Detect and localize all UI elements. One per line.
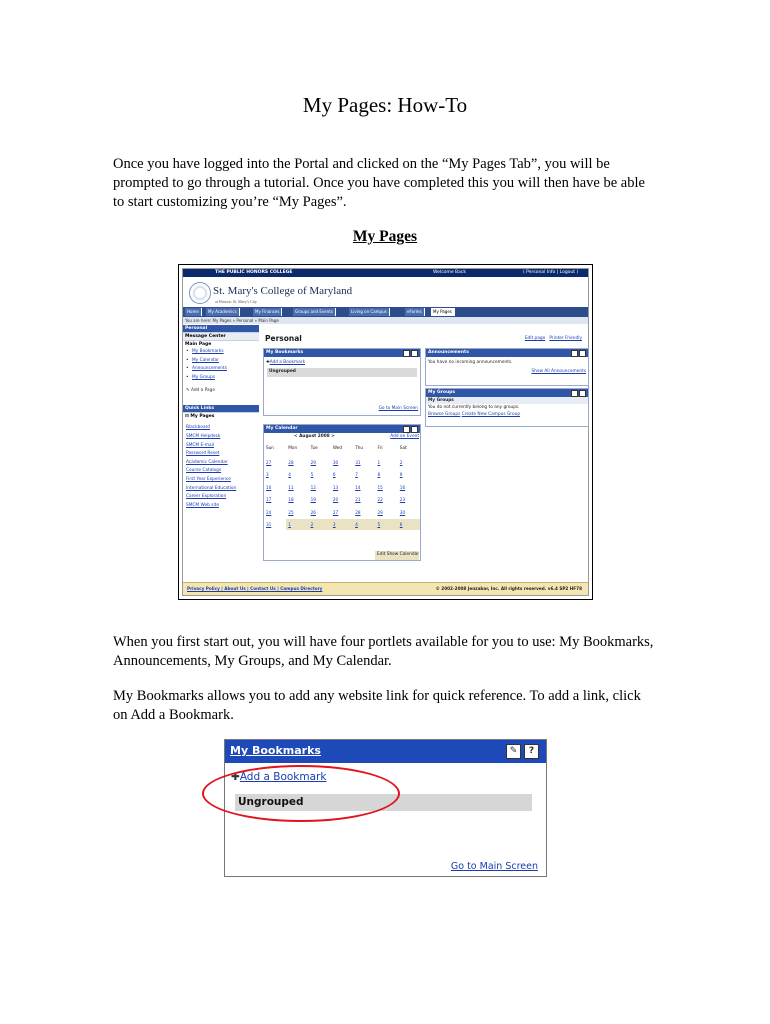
help-icon[interactable] bbox=[579, 350, 586, 357]
calendar-day[interactable]: 28 bbox=[288, 459, 294, 465]
add-bookmark-link[interactable] bbox=[264, 359, 420, 368]
tab-my-academics[interactable]: My Academics bbox=[206, 308, 240, 316]
calendar-day[interactable]: 6 bbox=[398, 519, 421, 530]
create-group-link[interactable]: Create New Campus Group bbox=[461, 412, 521, 417]
printer-friendly-link[interactable]: Printer Friendly bbox=[549, 336, 582, 341]
help-icon[interactable]: ? bbox=[524, 744, 539, 759]
edit-icon[interactable] bbox=[571, 350, 578, 357]
footer-links[interactable]: Privacy Policy | About Us | Contact Us | Campus Directory bbox=[187, 586, 323, 591]
intro-paragraph: Once you have logged into the Portal and clicked on the “My Pages Tab”, you will be prompted to go through a tutorial. Once you have completed this you will then have be able to start customizing you’re “My Pages”. bbox=[113, 156, 645, 210]
calendar-day[interactable]: 2 bbox=[399, 459, 403, 465]
expand-icon: ⊟ bbox=[185, 414, 191, 420]
calendar-day[interactable]: 12 bbox=[310, 484, 316, 490]
add-page-icon: ✎ bbox=[186, 388, 191, 394]
calendar-day-header: Tue bbox=[310, 445, 318, 450]
calendar-day[interactable]: 20 bbox=[332, 497, 339, 502]
tab-my-pages[interactable]: My Pages bbox=[431, 308, 455, 316]
tab-living-on-campus[interactable]: Living on Campus bbox=[349, 308, 390, 316]
sidebar-item-label: Announcements bbox=[192, 366, 227, 372]
show-all-announcements-link[interactable]: Show All Announcements bbox=[531, 368, 586, 374]
groups-message: You do not currently belong to any groups. bbox=[428, 405, 520, 410]
calendar-day[interactable]: 29 bbox=[310, 459, 316, 465]
sidebar-item-label: My Calendar bbox=[192, 357, 219, 363]
portal-window bbox=[182, 268, 589, 596]
portal-screenshot bbox=[178, 264, 593, 600]
sidebar-item-my-bookmarks[interactable] bbox=[183, 348, 259, 357]
calendar-day[interactable]: 9 bbox=[399, 472, 403, 477]
sidebar-add-page[interactable] bbox=[183, 386, 259, 395]
portlet-my-calendar bbox=[263, 424, 421, 561]
calendar-day-header: Sat bbox=[399, 445, 407, 450]
calendar-day[interactable]: 10 bbox=[266, 484, 272, 490]
portlet-title: My Groups bbox=[428, 390, 456, 395]
groups-actions bbox=[426, 411, 588, 418]
announcements-message: You have no incoming announcements. bbox=[428, 360, 513, 365]
calendar-day[interactable]: 3 bbox=[266, 472, 269, 477]
tab-home[interactable]: Home bbox=[185, 308, 202, 316]
add-bookmark-label: Add a Bookmark bbox=[239, 771, 327, 783]
calendar-day[interactable]: 16 bbox=[399, 484, 406, 490]
calendar-day-header: Wed bbox=[332, 445, 343, 450]
calendar-day[interactable]: 4 bbox=[353, 519, 376, 530]
college-seal-icon bbox=[189, 282, 211, 304]
calendar-day[interactable]: 1 bbox=[377, 459, 381, 465]
sidebar-personal-header: Personal bbox=[183, 325, 259, 332]
calendar-day[interactable]: 27 bbox=[332, 509, 339, 515]
calendar-day[interactable]: 30 bbox=[399, 509, 406, 515]
tab-my-finances[interactable]: My Finances bbox=[253, 308, 282, 316]
calendar-day[interactable]: 26 bbox=[310, 509, 316, 515]
calendar-day[interactable]: 14 bbox=[355, 484, 361, 490]
calendar-day[interactable]: 17 bbox=[266, 497, 272, 502]
calendar-day[interactable]: 3 bbox=[331, 519, 354, 530]
calendar-day-header: Mon bbox=[288, 445, 298, 450]
edit-icon[interactable] bbox=[403, 426, 410, 433]
calendar-day-header: Sun bbox=[266, 445, 274, 450]
calendar-day[interactable]: 8 bbox=[377, 472, 381, 477]
help-icon[interactable] bbox=[411, 350, 418, 357]
groups-subheader: My Groups bbox=[426, 397, 588, 404]
calendar-day[interactable]: 4 bbox=[288, 472, 291, 477]
portlet-title: My Calendar bbox=[266, 426, 298, 431]
sidebar-item-label: My Bookmarks bbox=[192, 349, 224, 354]
calendar-day[interactable]: 5 bbox=[310, 472, 314, 477]
sidebar-item-my-calendar[interactable] bbox=[183, 357, 259, 366]
calendar-day[interactable]: 11 bbox=[288, 484, 294, 490]
highlight-ring bbox=[202, 765, 400, 822]
portlet-title: My Bookmarks bbox=[266, 350, 304, 355]
portlet-header bbox=[426, 349, 588, 357]
college-name: St. Mary's College of Maryland bbox=[213, 285, 353, 297]
calendar-day[interactable]: 24 bbox=[266, 509, 272, 515]
calendar-day-header: Fri bbox=[377, 445, 383, 450]
quick-link-first-year[interactable]: First Year Experience bbox=[186, 476, 231, 482]
calendar-day[interactable]: 23 bbox=[399, 497, 406, 502]
calendar-day[interactable]: 31 bbox=[266, 522, 272, 527]
college-logo-area bbox=[183, 277, 588, 307]
portlet-my-groups bbox=[425, 388, 589, 427]
quick-link-blackboard[interactable]: Blackboard bbox=[186, 425, 211, 431]
ungrouped-label: Ungrouped bbox=[235, 794, 532, 811]
tab-groups-and-events[interactable]: Groups and Events bbox=[293, 308, 336, 316]
portal-topbar bbox=[183, 269, 588, 277]
sidebar-my-pages-label: My Pages bbox=[190, 414, 215, 420]
sidebar-main-page[interactable]: Main Page bbox=[183, 340, 259, 348]
topbar-welcome: Welcome Back bbox=[433, 270, 466, 275]
bookmarks-paragraph: My Bookmarks allows you to add any website link for quick reference. To add a link, click on Add a Bookmark. bbox=[113, 688, 641, 723]
quick-link-website[interactable]: SMCM Web site bbox=[186, 502, 220, 508]
bookmarks-title: My Bookmarks bbox=[230, 744, 321, 757]
page-title: Personal bbox=[265, 334, 302, 343]
portal-nav-tabs bbox=[183, 307, 588, 317]
portlets-paragraph: When you first start out, you will have four portlets available for you to use: My Bookmarks, Announcements, My Groups, and My Calendar. bbox=[113, 634, 654, 669]
calendar-day[interactable]: 28 bbox=[355, 509, 361, 515]
calendar-day[interactable]: 7 bbox=[355, 472, 358, 477]
calendar-day[interactable]: 25 bbox=[288, 509, 294, 515]
add-bookmark-label: Add a Bookmark bbox=[269, 360, 306, 365]
tab-eforms[interactable]: eForms bbox=[405, 308, 425, 316]
help-icon[interactable] bbox=[579, 390, 586, 397]
calendar-day[interactable]: 31 bbox=[355, 459, 361, 465]
bookmarks-header bbox=[225, 740, 546, 763]
ungrouped-label: Ungrouped bbox=[267, 368, 417, 377]
portlet-header bbox=[264, 425, 420, 433]
sidebar-my-pages[interactable] bbox=[183, 412, 259, 420]
help-icon[interactable] bbox=[411, 426, 418, 433]
quick-link-academic-calendar[interactable]: Academic Calendar bbox=[186, 459, 228, 465]
calendar-grid bbox=[264, 442, 420, 552]
quick-link-helpdesk[interactable]: SMCM Helpdesk bbox=[186, 433, 221, 439]
quick-link-email[interactable]: SMCM E-mail bbox=[186, 442, 214, 448]
plus-icon: ✚ bbox=[231, 771, 240, 783]
go-to-main-screen-link[interactable]: Go to Main Screen bbox=[378, 406, 418, 412]
quick-link-career[interactable]: Career Exploration bbox=[186, 494, 227, 500]
calendar-day[interactable]: 27 bbox=[266, 459, 272, 465]
quick-link-course-catalogs[interactable]: Course Catalogs bbox=[186, 468, 222, 474]
topbar-account-links[interactable]: ( Personal Info | Logout ) bbox=[523, 270, 579, 275]
quick-link-password-reset[interactable]: Password Reset bbox=[186, 451, 220, 457]
portlet-header bbox=[264, 349, 420, 357]
calendar-day-header: Thu bbox=[355, 445, 364, 450]
calendar-day[interactable]: 30 bbox=[332, 459, 339, 465]
page-actions bbox=[525, 336, 582, 341]
calendar-month[interactable]: < August 2008 > bbox=[294, 434, 335, 439]
section-heading-my-pages: My Pages bbox=[352, 228, 418, 245]
calendar-day[interactable]: 5 bbox=[376, 519, 399, 530]
portlet-header bbox=[426, 389, 588, 397]
portlet-title: Announcements bbox=[428, 350, 469, 355]
quick-link-international[interactable]: International Education bbox=[186, 485, 237, 491]
calendar-day[interactable]: 29 bbox=[377, 509, 383, 515]
sidebar-item-announcements[interactable] bbox=[183, 365, 259, 374]
calendar-day[interactable]: 22 bbox=[377, 497, 383, 502]
document-title: My Pages: How-To bbox=[302, 93, 468, 117]
edit-page-link[interactable]: Edit page bbox=[524, 336, 546, 341]
edit-icon[interactable] bbox=[571, 390, 578, 397]
calendar-day[interactable]: 1 bbox=[286, 519, 309, 530]
calendar-day[interactable]: 2 bbox=[309, 519, 332, 530]
sidebar-quick-links-header: Quick Links bbox=[183, 405, 259, 412]
edit-icon[interactable] bbox=[403, 350, 410, 357]
calendar-day[interactable]: 19 bbox=[310, 497, 316, 502]
calendar-footer[interactable]: Edit Show Calendar bbox=[375, 551, 419, 560]
calendar-day[interactable]: 18 bbox=[288, 497, 294, 502]
topbar-tagline: THE PUBLIC HONORS COLLEGE bbox=[215, 270, 293, 275]
breadcrumb: You are here: My Pages » Personal » Main Page bbox=[183, 317, 588, 324]
go-to-main-screen-link[interactable]: Go to Main Screen bbox=[450, 861, 538, 872]
portlet-announcements bbox=[425, 348, 589, 386]
portlet-my-bookmarks bbox=[263, 348, 421, 416]
edit-icon[interactable]: ✎ bbox=[506, 744, 521, 759]
calendar-day[interactable]: 13 bbox=[332, 484, 339, 490]
calendar-day[interactable]: 21 bbox=[355, 497, 361, 502]
calendar-month-row bbox=[264, 433, 420, 442]
plus-icon: ✚ bbox=[266, 360, 270, 365]
browse-groups-link[interactable]: Browse Groups bbox=[428, 412, 461, 417]
calendar-day[interactable]: 6 bbox=[332, 472, 336, 477]
college-subtitle: at Historic St. Mary's City bbox=[215, 299, 257, 304]
sidebar-message-center[interactable]: Message Center bbox=[183, 332, 259, 340]
footer-copyright: © 2002-2008 Jenzabar, Inc. All rights reserved. v6.4 SP2 HF78 bbox=[435, 586, 582, 591]
sidebar-item-label: My Groups bbox=[192, 374, 215, 380]
portal-footer bbox=[183, 582, 588, 595]
portal-sidebar bbox=[183, 325, 259, 577]
add-page-label: Add a Page bbox=[190, 388, 216, 394]
add-event-link[interactable]: Add an Event bbox=[390, 434, 419, 439]
portal-main bbox=[263, 325, 586, 577]
sidebar-item-my-groups[interactable] bbox=[183, 374, 259, 383]
calendar-day[interactable]: 15 bbox=[377, 484, 383, 490]
